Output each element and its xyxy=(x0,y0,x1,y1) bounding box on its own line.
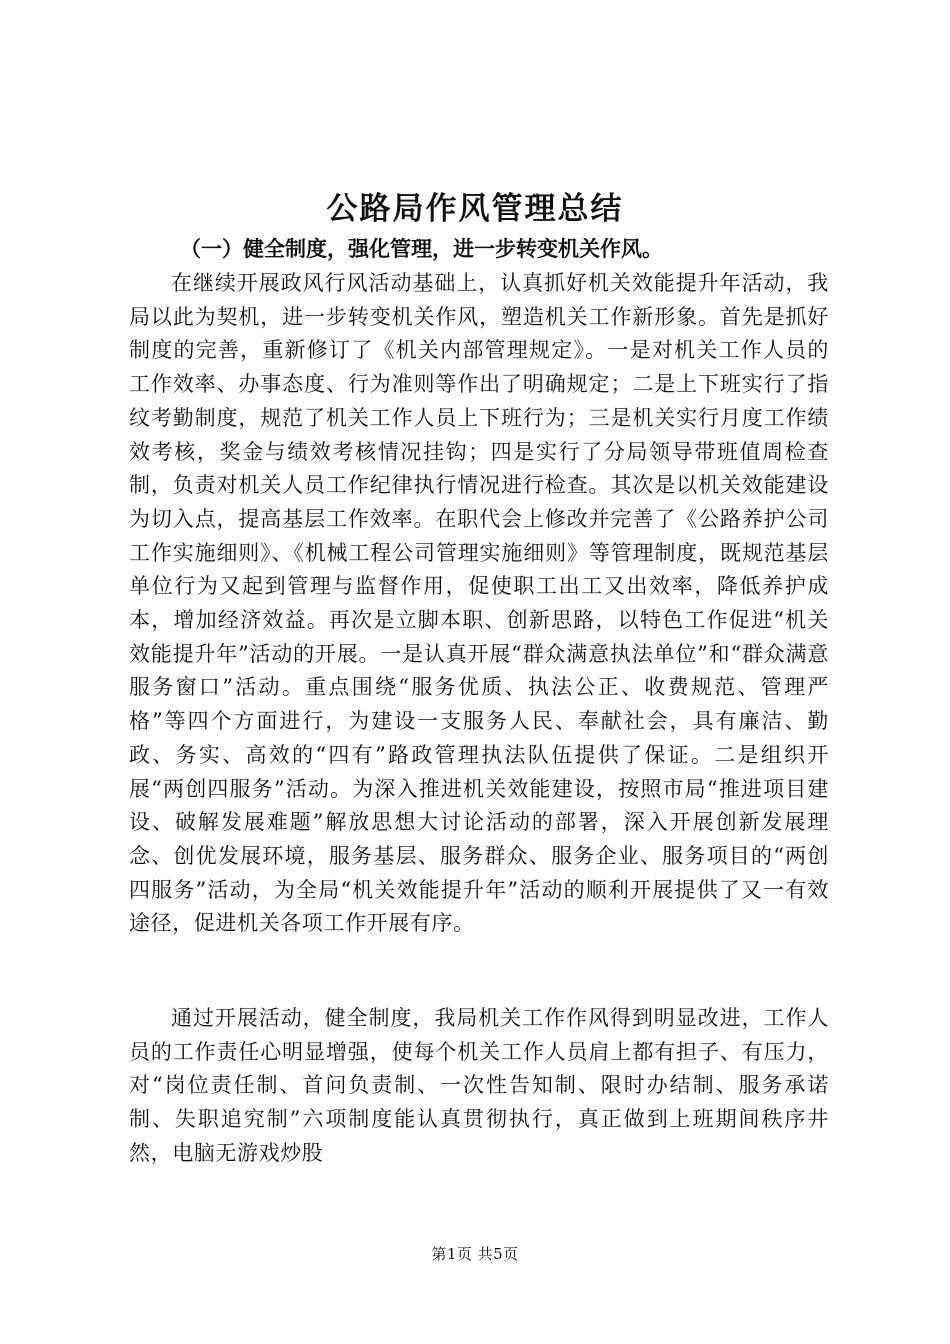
page-footer: 第1页 共5页 xyxy=(431,1245,519,1263)
body-paragraph-1: 在继续开展政风行风活动基础上，认真抓好机关效能提升年活动，我局以此为契机，进一步转变机关作风，塑造机关工作新形象。首先是抓好制度的完善，重新修订了《机关内部管理规定》。一是对机关工作人员的工作效率、办事态度、行为准则等作出了明确规定；二是上下班实行了指纹考勤制度，规范了机关工作人员上下班行为；三是机关实行月度工作绩效考核，奖金与绩效考核情况挂钩；四是实行了分局领导带班值周检查制，负责对机关人员工作纪律执行情况进行检查。其次是以机关效能建设为切入点，提高基层工作效率。在职代会上修改并完善了《公路养护公司工作实施细则》、《机械工程公司管理实施细则》等管理制度，既规范基层单位行为又起到管理与监督作用，促使职工出工又出效率，降低养护成本，增加经济效益。再次是立脚本职、创新思路，以特色工作促进“机关效能提升年”活动的开展。一是认真开展“群众满意执法单位”和“群众满意服务窗口”活动。重点围绕“服务优质、执法公正、收费规范、管理严格”等四个方面进行，为建设一支服务人民、奉献社会，具有廉洁、勤政、务实、高效的“四有”路政管理执法队伍提供了保证。二是组织开展“两创四服务”活动。为深入推进机关效能建设，按照市局“推进项目建设、破解发展难题”解放思想大讨论活动的部署，深入开展创新发展理念、创优发展环境，服务基层、服务群众、服务企业、服务项目的“两创四服务”活动，为全局“机关效能提升年”活动的顺利开展提供了又一有效途径，促进机关各项工作开展有序。 xyxy=(129,271,829,936)
section-heading: （一）健全制度，强化管理，进一步转变机关作风。 xyxy=(180,237,663,261)
body-paragraph-2: 通过开展活动，健全制度，我局机关工作作风得到明显改进，工作人员的工作责任心明显增强，使每个机关工作人员肩上都有担子、有压力，对“岗位责任制、首问负责制、一次性告知制、限时办结制、服务承诺制、失职追究制”六项制度能认真贯彻执行，真正做到上班期间秩序井然，电脑无游戏炒股 xyxy=(129,1006,829,1165)
document-title: 公路局作风管理总结 xyxy=(326,191,624,227)
